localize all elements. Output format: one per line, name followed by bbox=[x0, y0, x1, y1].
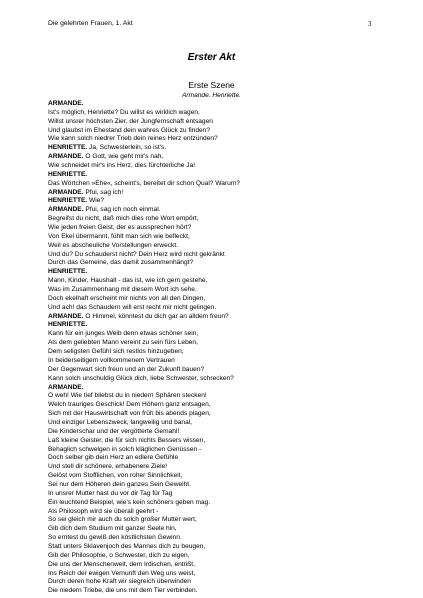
text-line bbox=[48, 118, 378, 127]
line-text: Behaglich schwelgen in solch kläglichen Genüssen - bbox=[48, 445, 202, 453]
line-text: Die niedern Triebe, die uns mit dem Tier verbinden. bbox=[48, 587, 198, 595]
text-line bbox=[48, 481, 378, 490]
speaker-name: HENRIETTE. bbox=[48, 170, 88, 178]
text-line bbox=[48, 543, 378, 552]
line-text: Dem seligsten Gefühl sich restlos hinzugeben, bbox=[48, 348, 184, 356]
speaker-name: ARMANDE. bbox=[48, 383, 84, 391]
text-line bbox=[48, 534, 378, 543]
text-line bbox=[48, 552, 378, 561]
text-line bbox=[48, 419, 378, 428]
text-line bbox=[48, 180, 378, 189]
line-text: Gib der Philosophie, o Schwester, dich zu eigen, bbox=[48, 551, 190, 559]
text-line bbox=[48, 348, 378, 357]
text-line bbox=[48, 499, 378, 508]
line-text: Willst unsrer höchsten Zier, der Jungfernschaft entsagen bbox=[48, 117, 213, 125]
line-text: Pfui, sag ich noch einmal. bbox=[83, 206, 161, 214]
line-text: Pfui, sag ich! bbox=[83, 188, 124, 196]
text-line bbox=[48, 313, 378, 322]
speaker-name: ARMANDE. bbox=[48, 100, 84, 107]
line-text: Wie schneidet mir's ins Herz, dies fürchterliche Ja! bbox=[48, 162, 196, 170]
text-line bbox=[48, 375, 378, 384]
text-line bbox=[48, 153, 378, 162]
text-line bbox=[48, 508, 378, 517]
line-text: Als dem geliebten Mann vereint zu sein fürs Leben, bbox=[48, 339, 198, 347]
text-line bbox=[48, 197, 378, 206]
text-line bbox=[48, 525, 378, 534]
text-line bbox=[48, 295, 378, 304]
text-line bbox=[48, 490, 378, 499]
line-text: O Himmel, könntest du dich gar an alldem freun? bbox=[83, 312, 229, 320]
text-line bbox=[48, 268, 378, 277]
line-text: Die uns der Menschenwelt, dem Irdischen, entrißt, bbox=[48, 560, 195, 568]
line-text: Gelöst vom Stofflichen, von roher Sinnlichkeit, bbox=[48, 472, 183, 480]
line-text: Welch trauriges Geschick! Dem Höhern ganz entsagen, bbox=[48, 401, 211, 409]
text-line bbox=[48, 357, 378, 366]
text-line bbox=[48, 578, 378, 587]
text-line bbox=[48, 251, 378, 260]
running-header: Die gelehrten Frauen, 1. Akt bbox=[48, 20, 133, 27]
line-text: Wie kann solch niedrer Trieb dein reines Herz entzünden? bbox=[48, 135, 218, 143]
line-text: Sei nur dem Höheren dein ganzes Sein Geweiht. bbox=[48, 480, 191, 488]
line-text: Und du? Du schauderst nicht? Dein Herz wird nicht gekränkt bbox=[48, 250, 225, 258]
line-text: Und ach! das Schaudern will erst recht mir nicht gelingen. bbox=[48, 303, 217, 311]
text-line bbox=[48, 109, 378, 118]
text-line bbox=[48, 304, 378, 313]
line-text: Statt unters Sklavenjoch des Mannes dich zu beugen, bbox=[48, 542, 206, 550]
text-line bbox=[48, 428, 378, 437]
text-line bbox=[48, 127, 378, 136]
text-line bbox=[48, 454, 378, 463]
text-line bbox=[48, 401, 378, 410]
text-line bbox=[48, 224, 378, 233]
line-text: Mann, Kinder, Haushalt - das ist, wie ich gern gestehe, bbox=[48, 277, 208, 285]
text-line bbox=[48, 366, 378, 375]
text-line bbox=[48, 561, 378, 570]
line-text: Kann für ein junges Weib denn etwas schöner sein, bbox=[48, 330, 199, 338]
line-text: In beiderseitigem vollkommenem Vertrauen bbox=[48, 356, 175, 364]
line-text: Gib dich dem Studium mit ganzer Seele hin, bbox=[48, 525, 177, 533]
text-line bbox=[48, 206, 378, 215]
line-text: Ein leuchtend Beispiel, wie's kein schöners geben mag. bbox=[48, 498, 211, 506]
text-line bbox=[48, 472, 378, 481]
line-text: So erntest du gewiß den köstlichsten Gewinn. bbox=[48, 534, 182, 542]
text-line bbox=[48, 587, 378, 596]
text-line bbox=[48, 570, 378, 579]
speaker-name: HENRIETTE. bbox=[48, 197, 88, 205]
line-text: Was im Zusammenhang mit diesem Wort ich sehe. bbox=[48, 286, 197, 294]
line-text: Und glaubst im Ehestand dein wahres Glück zu finden? bbox=[48, 126, 211, 134]
text-line bbox=[48, 392, 378, 401]
text-line bbox=[48, 162, 378, 171]
text-line bbox=[48, 384, 378, 393]
line-text: Doch ekelhaft erscheint mir nichts von all den Dingen, bbox=[48, 294, 206, 302]
line-text: Weil es abscheuliche Vorstellungen erweckt. bbox=[48, 241, 178, 249]
line-text: Begreifst du nicht, daß mich dies rohe Wort empört, bbox=[48, 215, 199, 223]
text-line bbox=[48, 437, 378, 446]
line-text: Und einziger Lebenszweck, langweilig und banal, bbox=[48, 418, 193, 426]
line-text: Und stell dir schönere, erhabenere Ziele! bbox=[48, 463, 168, 471]
line-text: O weh! Wie tief bliebst du in niedern Sphären stecken! bbox=[48, 392, 207, 400]
page-number: 3 bbox=[368, 20, 372, 28]
text-line bbox=[48, 330, 378, 339]
line-text: O Gott, wie geht mir's nah, bbox=[83, 153, 164, 161]
text-line bbox=[48, 215, 378, 224]
text-line bbox=[48, 277, 378, 286]
speaker-name: HENRIETTE. bbox=[48, 144, 88, 152]
line-text: Als Philosoph wird sie überall geehrt - bbox=[48, 507, 159, 515]
text-line bbox=[48, 339, 378, 348]
line-text: Ist's möglich, Henriette? Du willst es wirklich wagen, bbox=[48, 108, 200, 116]
text-line bbox=[48, 242, 378, 251]
text-line bbox=[48, 321, 378, 330]
line-text: So sei gleich mir auch du solch großer Mutter wert, bbox=[48, 516, 197, 524]
text-line bbox=[48, 144, 378, 153]
line-text: Durch das Gemeine, das damit zusammenhängt? bbox=[48, 259, 194, 267]
speaker-name: ARMANDE. bbox=[48, 206, 84, 214]
text-line bbox=[48, 135, 378, 144]
line-text: Ja, Schwesterlein, so ist's. bbox=[87, 144, 167, 152]
text-line bbox=[48, 100, 378, 109]
speaker-name: ARMANDE. bbox=[48, 153, 84, 161]
line-text: Das Wörtchen »Ehe«, scheint's, bereitet dir schon Qual? Warum? bbox=[48, 179, 240, 187]
text-line bbox=[48, 259, 378, 268]
text-line bbox=[48, 446, 378, 455]
line-text: Doch selber gib dein Herz an edlere Gefühle bbox=[48, 454, 179, 462]
speaker-name: ARMANDE. bbox=[48, 188, 84, 196]
text-line bbox=[48, 233, 378, 242]
line-text: Durch deren hohe Kraft wir siegreich überwinden bbox=[48, 578, 191, 586]
line-text: Laß kleine Geister, die für sich nichts Bessers wissen, bbox=[48, 436, 206, 444]
line-text: Der Gegenwart sich freun und an der Zukunft bauen? bbox=[48, 365, 205, 373]
text-line bbox=[48, 286, 378, 295]
text-line bbox=[48, 516, 378, 525]
line-text: Von Ekel übermannt, fühlt man sich wie befleckt, bbox=[48, 232, 190, 240]
text-line bbox=[48, 463, 378, 472]
line-text: Sich mit der Hauswirtschaft von früh bis abends plagen, bbox=[48, 410, 211, 418]
line-text: Ins Reich der ewigen Vernunft den Weg uns weist, bbox=[48, 569, 196, 577]
act-title: Erster Akt bbox=[187, 52, 236, 63]
scene-title: Erste Szene bbox=[188, 80, 235, 90]
line-text: Wie jeden freien Geist, der es aussprechen hört? bbox=[48, 224, 192, 232]
line-text: Kann solch unschuldig Glück dich, liebe Schwester, schrecken? bbox=[48, 374, 234, 382]
speaker-name: ARMANDE. bbox=[48, 312, 84, 320]
dialogue-text bbox=[48, 100, 378, 596]
text-line bbox=[48, 189, 378, 198]
line-text: Die Kinderschar und der vergötterte Gemahl! bbox=[48, 427, 180, 435]
stage-direction: Armande. Henriette. bbox=[181, 92, 241, 99]
text-line bbox=[48, 410, 378, 419]
speaker-name: HENRIETTE. bbox=[48, 321, 88, 329]
text-line bbox=[48, 171, 378, 180]
speaker-name: HENRIETTE. bbox=[48, 268, 88, 276]
line-text: In unsrer Mutter hast du vor dir Tag für Tag bbox=[48, 489, 173, 497]
line-text: Wie? bbox=[87, 197, 105, 205]
